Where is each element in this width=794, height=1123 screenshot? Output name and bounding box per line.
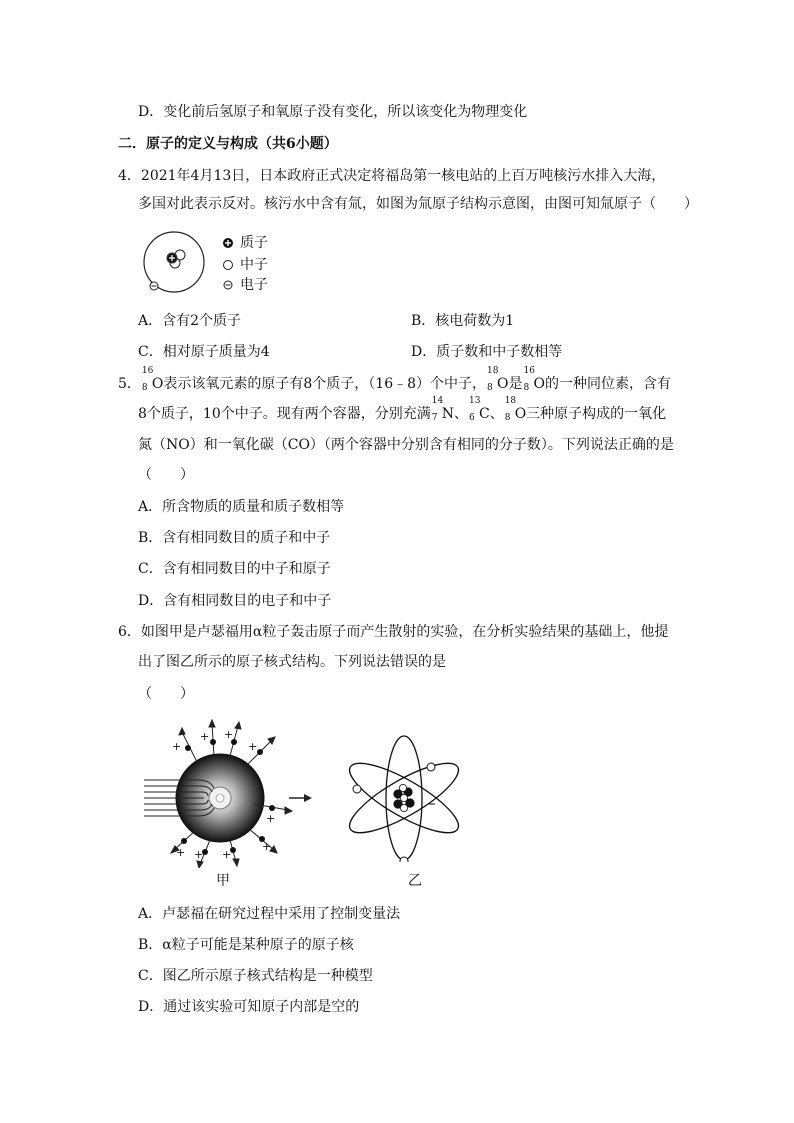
q5-option-c: C．含有相同数目的中子和原子 <box>138 561 331 577</box>
svg-text:+: + <box>176 846 186 859</box>
legend-proton-label: 质子 <box>240 235 268 251</box>
q4-option-c: C．相对原子质量为4 <box>138 344 270 360</box>
proton-icon <box>222 237 234 249</box>
legend-proton <box>222 234 268 252</box>
mass-number: 18 <box>504 396 517 406</box>
q5-text: O表示该氧元素的原子有8个质子，（16﹣8）个中子， <box>151 376 487 392</box>
q5-stem-line2 <box>138 396 667 424</box>
neutron-icon <box>222 259 234 271</box>
mass-number: 18 <box>487 366 499 376</box>
isotope-o18 <box>487 366 499 394</box>
q5-option-d: D．含有相同数目的电子和中子 <box>138 593 332 609</box>
q5-option-b: B．含有相同数目的质子和中子 <box>138 530 331 546</box>
q5-text: O三种原子构成的一氧化 <box>514 406 667 422</box>
figure-jia-caption: 甲 <box>216 873 230 889</box>
q4-option-b: B．核电荷数为1 <box>411 313 515 329</box>
q5-stem-line1 <box>118 366 671 394</box>
isotope-o16 <box>141 366 154 394</box>
figure-yi-caption: 乙 <box>408 873 422 889</box>
atomic-number: 8 <box>523 383 530 393</box>
atomic-number: 8 <box>504 413 511 423</box>
svg-text:+: + <box>262 840 272 853</box>
q6-stem-line2: 出了图乙所示的原子核式结构。下列说法错误的是 <box>138 654 446 670</box>
q3-option-d: D．变化前后氢原子和氧原子没有变化，所以该变化为物理变化 <box>138 104 528 120</box>
q6-answer-blank: （ ） <box>138 686 194 702</box>
svg-text:+: + <box>248 740 258 753</box>
section-heading: 二．原子的定义与构成（共6小题） <box>118 136 338 152</box>
atomic-number: 6 <box>468 413 475 423</box>
q5-option-a: A．所含物质的质量和质子数相等 <box>138 499 345 515</box>
mass-number: 16 <box>523 366 535 376</box>
isotope-n14 <box>431 396 444 424</box>
mass-number: 13 <box>468 396 481 406</box>
q6-option-c: C．图乙所示原子核式结构是一种模型 <box>138 968 373 984</box>
q5-text: C、 <box>478 406 504 422</box>
svg-text:+: + <box>194 848 204 861</box>
q6-option-b: B．α粒子可能是某种原子的原子核 <box>138 937 354 953</box>
legend-electron <box>222 276 268 294</box>
q4-option-d: D．质子数和中子数相等 <box>411 344 563 360</box>
svg-text:+: + <box>200 730 210 743</box>
atomic-number: 8 <box>487 383 493 393</box>
tritium-atom-diagram <box>136 230 216 296</box>
q4-stem-line1: 4．2021年4月13日，日本政府正式决定将福岛第一核电站的上百万吨核污水排入大海， <box>118 168 666 184</box>
nuclear-atom-model-diagram <box>342 734 466 862</box>
q5-text: N、 <box>441 406 468 422</box>
atomic-number: 8 <box>141 383 148 393</box>
atomic-number: 7 <box>431 413 438 423</box>
q5-text: O是 <box>497 376 523 392</box>
svg-text:+: + <box>266 812 276 825</box>
legend-neutron <box>222 256 268 274</box>
electron-icon <box>222 279 234 291</box>
mass-number: 14 <box>431 396 444 406</box>
alpha-scattering-diagram <box>138 718 298 868</box>
q4-option-a: A．含有2个质子 <box>138 313 242 329</box>
q6-option-a: A．卢瑟福在研究过程中采用了控制变量法 <box>138 906 401 922</box>
legend-electron-label: 电子 <box>240 277 268 293</box>
arrow-icon <box>288 792 314 804</box>
q5-text: 8个质子，10个中子。现有两个容器，分别充满 <box>138 406 431 422</box>
isotope-o18 <box>504 396 517 424</box>
svg-text:+: + <box>222 848 232 861</box>
isotope-o16 <box>523 366 535 394</box>
q5-text: O的一种同位素，含有 <box>533 376 671 392</box>
q5-answer-blank: （ ） <box>138 467 194 483</box>
q6-stem-line1: 6．如图甲是卢瑟福用α粒子轰击原子而产生散射的实验，在分析实验结果的基础上，他提 <box>118 624 669 640</box>
q4-stem-line2: 多国对此表示反对。核污水中含有氚，如图为氚原子结构示意图，由图可知氚原子（ ） <box>138 196 698 212</box>
isotope-c13 <box>468 396 481 424</box>
legend-neutron-label: 中子 <box>240 257 268 273</box>
q6-option-d: D．通过该实验可知原子内部是空的 <box>138 999 360 1015</box>
q5-number: 5． <box>118 376 141 392</box>
q5-stem-line3: 氮（NO）和一氧化碳（CO）（两个容器中分别含有相同的分子数）。下列说法正确的是 <box>138 437 674 453</box>
svg-text:+: + <box>172 740 182 753</box>
mass-number: 16 <box>141 366 154 376</box>
svg-text:+: + <box>224 728 234 741</box>
